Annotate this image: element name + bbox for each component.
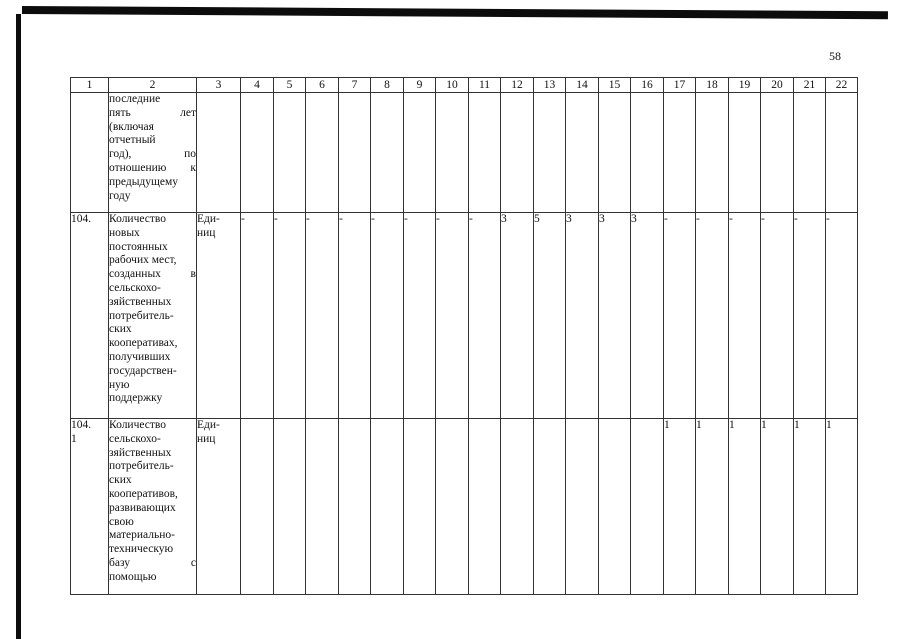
table-row [71, 93, 858, 213]
unit-cell [197, 419, 241, 595]
indicator-name-cell-line: год), по [109, 148, 196, 161]
value-cell [274, 419, 306, 595]
value-cell: 3 [566, 213, 599, 419]
indicator-name-cell-line: Количество [109, 419, 166, 431]
indicator-table [70, 77, 858, 595]
value-cell [371, 93, 404, 213]
indicator-name-cell-line: (включая [109, 120, 154, 133]
column-number: 8 [371, 78, 404, 93]
scan-edge-top [22, 6, 888, 19]
column-number: 12 [501, 78, 534, 93]
value-cell: - [469, 213, 501, 419]
value-cell: - [664, 213, 696, 419]
indicator-name-cell-line: развивающих [109, 501, 176, 514]
unit-cell [197, 213, 241, 419]
indicator-name-cell-line: поддержку [109, 392, 163, 405]
row-number-cell-line: 104. [71, 419, 92, 431]
row-number-cell-line: 1 [71, 432, 77, 445]
unit-cell-line: ниц [197, 226, 216, 239]
indicator-name-cell-line: кооперативах, [109, 337, 178, 350]
value-cell: 1 [826, 419, 858, 595]
indicator-name-cell-line: созданных в [109, 268, 196, 281]
value-cell [566, 93, 599, 213]
indicator-name-cell-line: рабочих мест, [109, 254, 177, 267]
value-cell [534, 419, 566, 595]
value-cell: - [729, 213, 761, 419]
indicator-name-cell-line: базу с [109, 556, 196, 569]
indicator-name-cell-line: пять лет [109, 106, 196, 119]
value-cell [306, 419, 339, 595]
value-cell [241, 93, 274, 213]
value-cell: - [436, 213, 469, 419]
column-number: 1 [71, 78, 109, 93]
indicator-name-cell-line: свою [109, 515, 134, 528]
indicator-name-cell-line: потребитель- [109, 460, 174, 473]
value-cell [534, 93, 566, 213]
value-cell: - [274, 213, 306, 419]
value-cell [274, 93, 306, 213]
value-cell [566, 419, 599, 595]
column-number: 15 [599, 78, 631, 93]
table-row [71, 213, 858, 419]
value-cell: 1 [794, 419, 826, 595]
column-number: 19 [729, 78, 761, 93]
indicator-name-cell-line: новых [109, 226, 140, 239]
value-cell [826, 93, 858, 213]
value-cell [339, 93, 371, 213]
value-cell [436, 93, 469, 213]
value-cell: 1 [664, 419, 696, 595]
value-cell [729, 93, 761, 213]
value-cell: 1 [696, 419, 729, 595]
column-number: 4 [241, 78, 274, 93]
value-cell [664, 93, 696, 213]
value-cell: - [404, 213, 436, 419]
column-number: 14 [566, 78, 599, 93]
column-number: 17 [664, 78, 696, 93]
indicator-name-cell-line: предыдущему [109, 175, 179, 188]
value-cell: 3 [631, 213, 664, 419]
indicator-name-cell-line: отчетный [109, 134, 156, 147]
indicator-name-cell-line: техническую [109, 543, 174, 556]
column-number: 20 [761, 78, 794, 93]
column-number: 10 [436, 78, 469, 93]
column-number: 18 [696, 78, 729, 93]
indicator-name-cell-line: ских [109, 323, 132, 336]
value-cell: 1 [729, 419, 761, 595]
page-number: 58 [829, 49, 841, 63]
value-cell [501, 93, 534, 213]
value-cell [696, 93, 729, 213]
column-number: 22 [826, 78, 858, 93]
value-cell [404, 419, 436, 595]
value-cell: - [761, 213, 794, 419]
value-cell [794, 93, 826, 213]
value-cell [469, 93, 501, 213]
column-number: 3 [197, 78, 241, 93]
value-cell: - [306, 213, 339, 419]
value-cell: - [371, 213, 404, 419]
column-number: 2 [109, 78, 197, 93]
indicator-name-cell-line: последние [109, 93, 161, 105]
indicator-name-cell-line: помощью [109, 570, 157, 583]
value-cell: - [696, 213, 729, 419]
indicator-name-cell-line: зяйственных [109, 446, 172, 459]
column-number: 7 [339, 78, 371, 93]
value-cell [469, 419, 501, 595]
column-number: 9 [404, 78, 436, 93]
value-cell [241, 419, 274, 595]
table-row [71, 419, 858, 595]
value-cell: - [794, 213, 826, 419]
indicator-name-cell-line: ную [109, 378, 130, 391]
indicator-name-cell-line: отношению к [109, 161, 196, 174]
indicator-name-cell-line: сельскохо- [109, 432, 161, 445]
value-cell [404, 93, 436, 213]
row-number-cell-line: 104. [71, 213, 92, 225]
column-number: 6 [306, 78, 339, 93]
column-number: 5 [274, 78, 306, 93]
value-cell [339, 419, 371, 595]
value-cell: - [826, 213, 858, 419]
indicator-name-cell-line: сельскохо- [109, 281, 161, 294]
indicator-name-cell-line: государствен- [109, 364, 177, 377]
unit-cell-line: Еди- [197, 419, 220, 431]
value-cell: - [339, 213, 371, 419]
unit-cell [197, 93, 241, 213]
indicator-name-cell [109, 419, 197, 595]
header-row [71, 78, 858, 93]
value-cell [501, 419, 534, 595]
value-cell: 3 [501, 213, 534, 419]
indicator-name-cell-line: потребитель- [109, 309, 174, 322]
column-number: 21 [794, 78, 826, 93]
value-cell [371, 419, 404, 595]
row-number-cell [71, 93, 109, 213]
value-cell [631, 419, 664, 595]
value-cell: 3 [599, 213, 631, 419]
indicator-name-cell-line: году [109, 189, 131, 202]
value-cell [436, 419, 469, 595]
column-number: 11 [469, 78, 501, 93]
indicator-name-cell-line: материально- [109, 529, 175, 542]
column-number: 13 [534, 78, 566, 93]
row-number-cell [71, 213, 109, 419]
indicator-name-cell [109, 93, 197, 213]
indicator-name-cell-line: ских [109, 474, 132, 487]
indicator-name-cell-line: получивших [109, 350, 171, 363]
value-cell [631, 93, 664, 213]
value-cell [306, 93, 339, 213]
unit-cell-line: Еди- [197, 213, 220, 225]
row-number-cell [71, 419, 109, 595]
value-cell [761, 93, 794, 213]
value-cell [599, 93, 631, 213]
value-cell [599, 419, 631, 595]
indicator-name-cell [109, 213, 197, 419]
value-cell: - [241, 213, 274, 419]
indicator-name-cell-line: кооперативов, [109, 487, 178, 500]
value-cell: 5 [534, 213, 566, 419]
column-number: 16 [631, 78, 664, 93]
scan-edge-left [16, 14, 21, 639]
indicator-name-cell-line: постоянных [109, 240, 168, 253]
value-cell: 1 [761, 419, 794, 595]
indicator-name-cell-line: Количество [109, 213, 166, 225]
indicator-name-cell-line: зяйственных [109, 295, 172, 308]
unit-cell-line: ниц [197, 432, 216, 445]
